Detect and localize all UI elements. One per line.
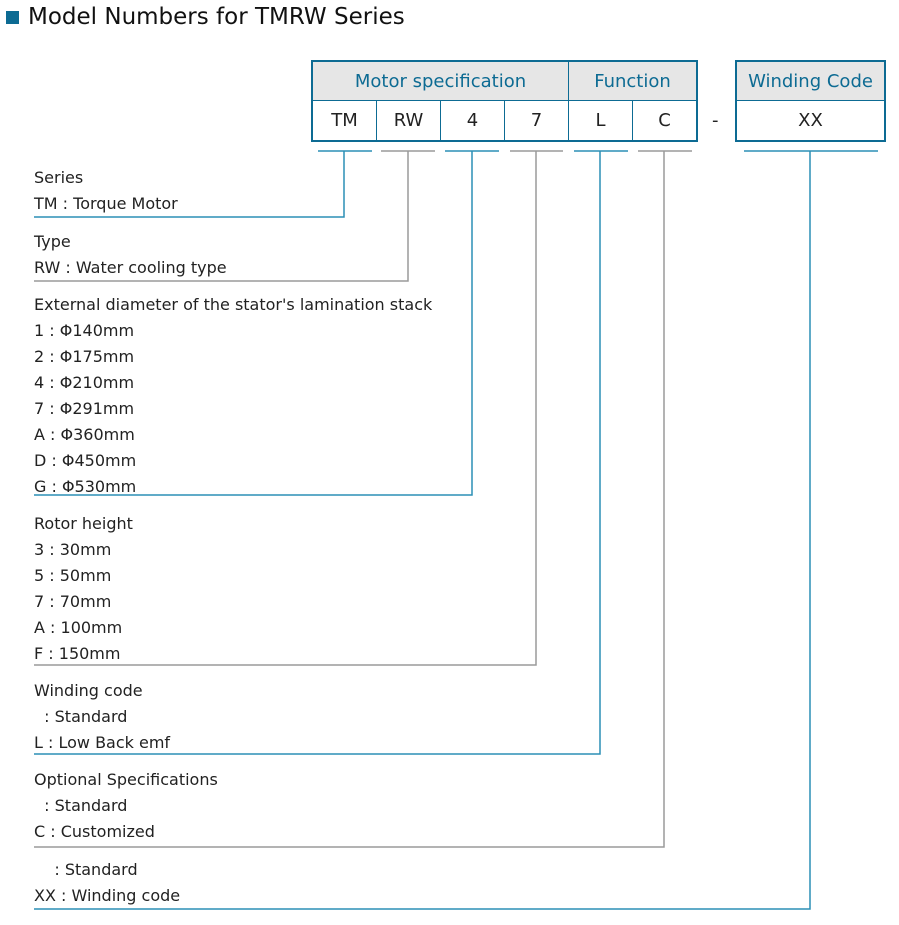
section-heading: Series (34, 168, 84, 187)
section-option: 5 : 50mm (34, 566, 112, 585)
section-option: XX : Winding code (34, 886, 181, 905)
section-option: A : 100mm (34, 618, 123, 637)
section-option: 7 : Φ291mm (34, 399, 135, 418)
section-option: D : Φ450mm (34, 451, 137, 470)
header-winding-code: Winding Code (735, 60, 886, 101)
code-cell-7: 7 (504, 100, 569, 142)
section-heading: Winding code (34, 681, 143, 700)
section-option: 7 : 70mm (34, 592, 112, 611)
section-heading: Type (34, 232, 71, 251)
section-option: G : Φ530mm (34, 477, 137, 496)
section-option: : Standard (34, 860, 138, 879)
section-option: RW : Water cooling type (34, 258, 227, 277)
code-cell-4: 4 (440, 100, 505, 142)
section-option: A : Φ360mm (34, 425, 135, 444)
section-heading: External diameter of the stator's lamination stack (34, 295, 433, 314)
section-option: : Standard (34, 796, 128, 815)
section-option: 4 : Φ210mm (34, 373, 135, 392)
code-cell-c: C (632, 100, 698, 142)
section-option: : Standard (34, 707, 128, 726)
header-function: Function (568, 60, 698, 101)
section-option: 1 : Φ140mm (34, 321, 135, 340)
section-heading: Optional Specifications (34, 770, 218, 789)
header-motor-specification: Motor specification (311, 60, 569, 101)
code-cell-xx: XX (735, 100, 886, 142)
code-cell-rw: RW (376, 100, 441, 142)
code-cell-tm: TM (311, 100, 377, 142)
code-separator: - (712, 110, 719, 131)
section-option: L : Low Back emf (34, 733, 171, 752)
section-option: C : Customized (34, 822, 155, 841)
section-option: TM : Torque Motor (34, 194, 178, 213)
title-text: Model Numbers for TMRW Series (28, 4, 405, 30)
code-cell-l: L (568, 100, 633, 142)
section-option: 2 : Φ175mm (34, 347, 135, 366)
section-heading: Rotor height (34, 514, 133, 533)
section-option: F : 150mm (34, 644, 121, 663)
section-option: 3 : 30mm (34, 540, 112, 559)
